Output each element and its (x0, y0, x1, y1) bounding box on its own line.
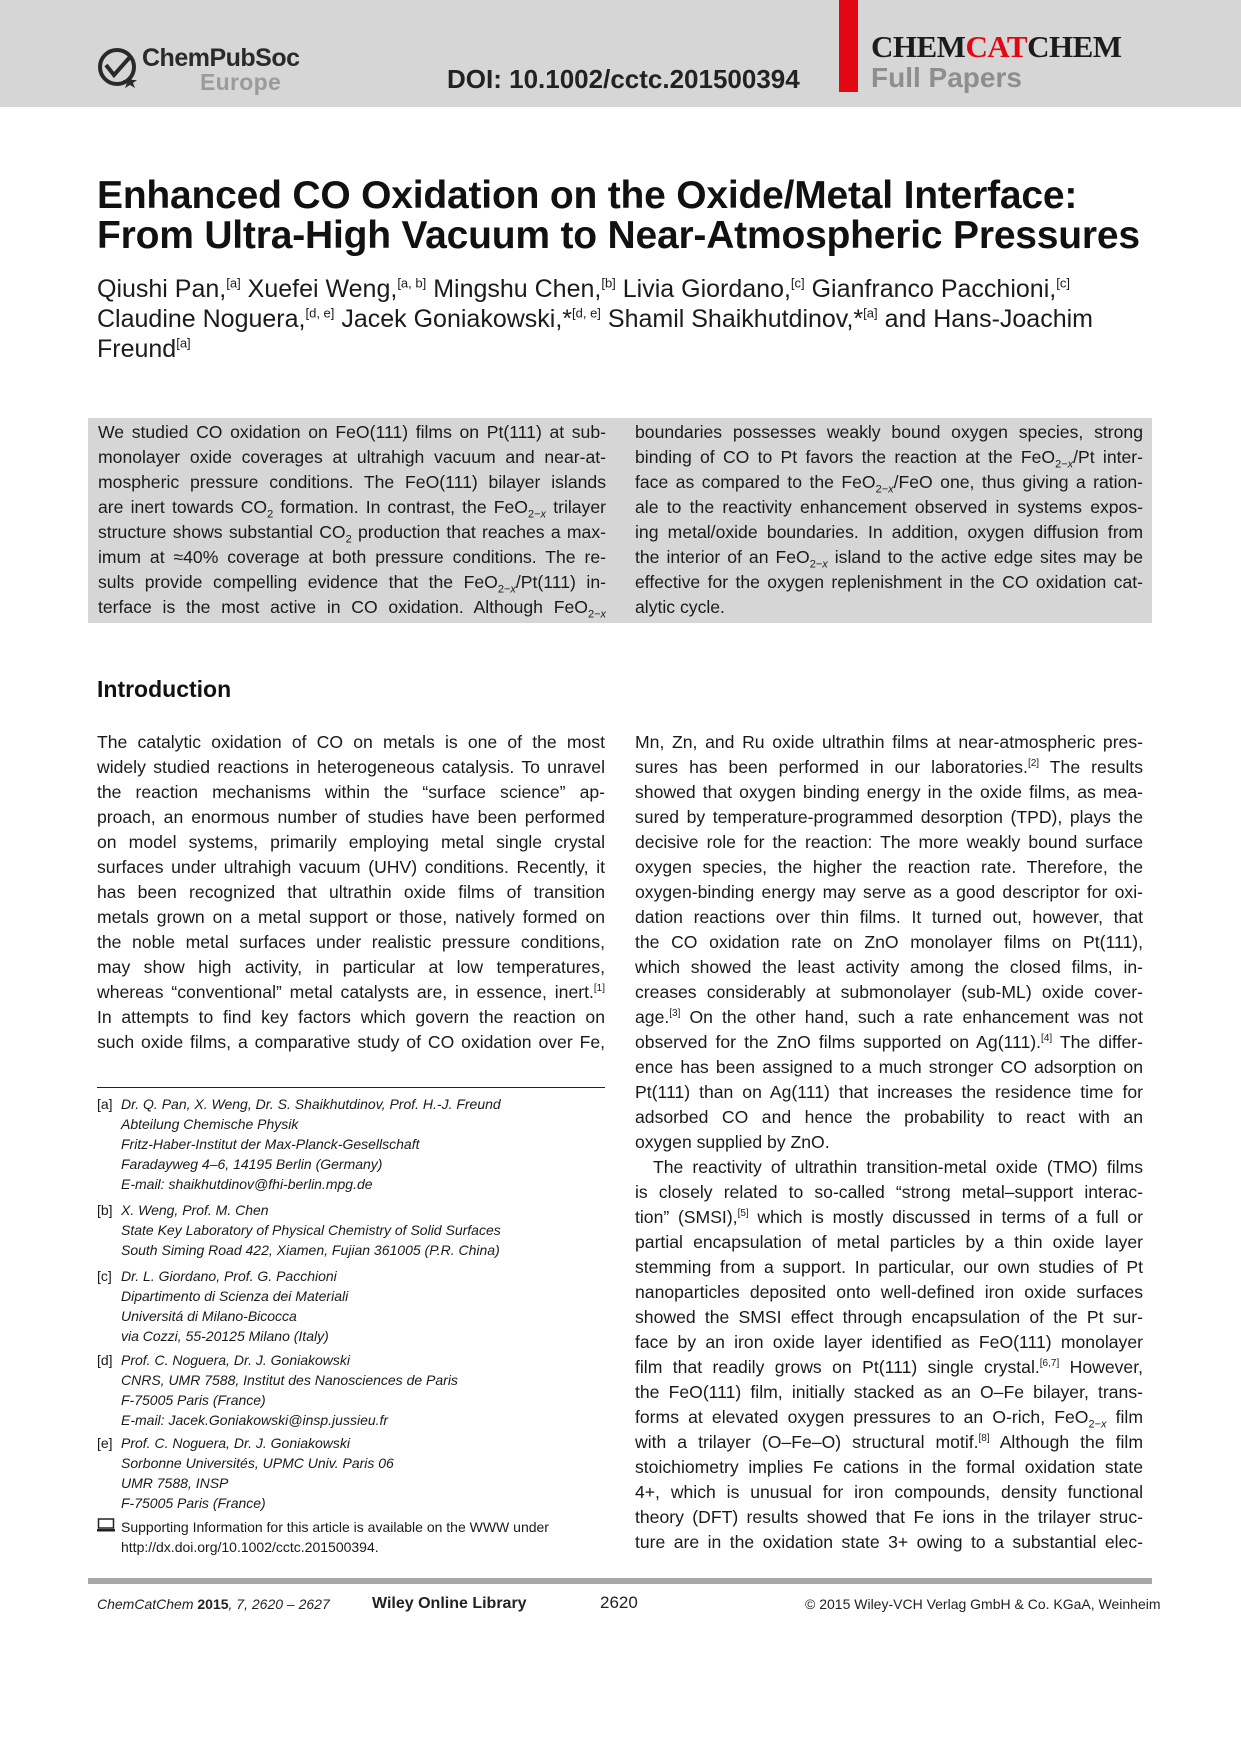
abstract-line: binding of CO to Pt favors the reaction at the FeO$_{2-x}$/Pt inter- (635, 447, 1143, 470)
body-left-column (97, 730, 605, 1055)
body-line: face by an iron oxide layer identified as FeO(111) monolayer (635, 1332, 1143, 1352)
body-line: theory (DFT) results showed that Fe ions in the trilayer struc- (635, 1507, 1143, 1527)
body-line: Pt(111) than on Ag(111) that increases the residence time for (635, 1082, 1143, 1102)
body-line: decisive role for the reaction: The more weakly bound surface (635, 832, 1143, 852)
body-line: partial encapsulation of metal particles by a thin oxide layer (635, 1232, 1143, 1252)
body-line: the FeO(111) film, initially stacked as an O–Fe bilayer, trans- (635, 1382, 1143, 1402)
body-line: stemming from a support. In particular, our own studies of Pt (635, 1257, 1143, 1277)
body-line: has been recognized that ultrathin oxide films of transition (97, 882, 605, 902)
page-number: 2620 (600, 1593, 638, 1612)
body-line: whereas “conventional” metal catalysts are, in essence, inert.[1] (97, 982, 605, 1002)
abstract-line: We studied CO oxidation on FeO(111) films on Pt(111) at sub- (98, 422, 606, 442)
abstract-line: ing metal/oxide boundaries. In addition, oxygen diffusion from (635, 522, 1143, 542)
body-line: observed for the ZnO films supported on Ag(111).[4] The differ- (635, 1032, 1143, 1052)
body-line: The reactivity of ultrathin transition-metal oxide (TMO) films (653, 1157, 1143, 1177)
body-line: tion” (SMSI),[5] which is mostly discussed in terms of a full or (635, 1207, 1143, 1227)
supporting-info-link[interactable]: http://dx.doi.org/10.1002/cctc.201500394. (121, 1539, 379, 1555)
supporting-information-note: Supporting Information for this article is available on the WWW under http://dx.doi.org/10.1002/cctc.201500394. (97, 1517, 605, 1557)
body-line: film that readily grows on Pt(111) single crystal.[6,7] However, (635, 1357, 1143, 1377)
abstract-line: terface is the most active in CO oxidation. Although FeO$_{2-x}$ (98, 597, 606, 620)
abstract-line: ale to the reactivity enhancement observed in systems expos- (635, 497, 1143, 517)
affiliation-d: [d] Prof. C. Noguera, Dr. J. Goniakowski CNRS, UMR 7588, Institut des Nanosciences de Paris F-75005 Paris (France) E-mail: Jacek.Goniakowski@insp.jussieu.fr (97, 1352, 458, 1428)
body-line: such oxide films, a comparative study of CO oxidation over Fe, (97, 1032, 605, 1052)
abstract-line: monolayer oxide coverages at ultrahigh vacuum and near-at- (98, 447, 606, 467)
body-line: adsorbed CO and hence the probability to react with an (635, 1107, 1143, 1127)
body-line: 4+, which is unusual for iron compounds, density functional (635, 1482, 1143, 1502)
body-line: the reaction mechanisms within the “surface science” ap- (97, 782, 605, 802)
publisher-region: Europe (200, 69, 282, 95)
abstract-line: are inert towards $CO_2$ formation. In contrast, the FeO$_{2-x}$ trilayer (98, 497, 606, 520)
wiley-online-library-link[interactable]: Wiley Online Library (372, 1595, 527, 1612)
body-line: widely studied reactions in heterogeneous catalysis. To unravel (97, 757, 605, 777)
body-line: Mn, Zn, and Ru oxide ultrathin films at near-atmospheric pres- (635, 732, 1143, 752)
body-line: oxygen supplied by ZnO. (635, 1132, 830, 1152)
doi: DOI: 10.1002/cctc.201500394 (447, 64, 800, 94)
body-line: the CO oxidation rate on ZnO monolayer films on Pt(111), (635, 932, 1143, 952)
computer-icon (97, 1518, 115, 1532)
body-line: creases considerably at submonolayer (sub-ML) oxide cover- (635, 982, 1143, 1002)
footer-citation: ChemCatChem 2015, 7, 2620 – 2627 (97, 1596, 330, 1612)
body-line: the noble metal surfaces under realistic pressure conditions, (97, 932, 605, 952)
body-line: sures has been performed in our laboratories.[2] The results (635, 757, 1143, 777)
body-line: showed that oxygen binding energy in the oxide films, as mea- (635, 782, 1143, 802)
abstract-line: boundaries possesses weakly bound oxygen species, strong (635, 422, 1143, 442)
body-line: proach, an enormous number of studies have been performed (97, 807, 605, 827)
abstract-line: sults provide compelling evidence that the FeO$_{2-x}$/Pt(111) in- (98, 572, 606, 595)
body-line: may show high activity, in particular at low temperatures, (97, 957, 605, 977)
chempubsoc-logo-icon (97, 45, 141, 89)
abstract-line: imum at ≈40% coverage at both pressure conditions. The re- (98, 547, 606, 567)
section-heading-introduction: Introduction (97, 676, 232, 702)
affiliation-a: [a] Dr. Q. Pan, X. Weng, Dr. S. Shaikhutdinov, Prof. H.-J. Freund Abteilung Chemische Physik Fritz-Haber-Institut der Max-Planck-Gesellschaft Faradayweg 4–6, 14195 Berlin (Germany) E-mail: shaikhutdinov@fhi-berlin.mpg.de (97, 1096, 501, 1192)
abstract-left-column (98, 420, 606, 620)
body-line: which showed the least activity among the closed films, in- (635, 957, 1143, 977)
section-label: Full Papers (871, 62, 1022, 93)
body-line: oxygen species, the higher the reaction rate. Therefore, the (635, 857, 1143, 877)
abstract-line: mospheric pressure conditions. The FeO(111) bilayer islands (98, 472, 606, 492)
body-line: dation reactions over thin films. It turned out, however, that (635, 907, 1143, 927)
body-line: on model systems, primarily employing metal single crystal (97, 832, 605, 852)
affiliation-e: [e] Prof. C. Noguera, Dr. J. Goniakowski Sorbonne Universités, UPMC Univ. Paris 06 UMR 7588, INSP F-75005 Paris (France) (97, 1435, 394, 1511)
body-line: metals grown on a metal support or those, natively formed on (97, 907, 605, 927)
affiliation-b: [b] X. Weng, Prof. M. Chen State Key Laboratory of Physical Chemistry of Solid Surfaces South Siming Road 422, Xiamen, Fujian 361005 (P.R. China) (97, 1202, 501, 1258)
body-line: with a trilayer (O–Fe–O) structural motif.[8] Although the film (635, 1432, 1143, 1452)
abstract-line: effective for the oxygen replenishment in the CO oxidation cat- (635, 572, 1143, 592)
body-line: The catalytic oxidation of CO on metals is one of the most (97, 732, 605, 752)
body-line: forms at elevated oxygen pressures to an O-rich, FeO$_{2-x}$ film (635, 1407, 1143, 1430)
copyright: © 2015 Wiley-VCH Verlag GmbH & Co. KGaA, Weinheim (805, 1596, 1161, 1612)
body-line: stoichiometry implies Fe cations in the formal oxidation state (635, 1457, 1143, 1477)
abstract-line: structure shows substantial $CO_2$ production that reaches a max- (98, 522, 606, 545)
article-title: Enhanced CO Oxidation on the Oxide/Metal Interface: From Ultra-High Vacuum to Near-Atmospheric Pressures (97, 174, 1140, 257)
body-line: sured by temperature-programmed desorption (TPD), plays the (635, 807, 1143, 827)
journal-title: CHEMCATCHEM (871, 29, 1122, 64)
affiliation-c: [c] Dr. L. Giordano, Prof. G. Pacchioni Dipartimento di Scienza dei Materiali Universitá di Milano-Bicocca via Cozzi, 55-20125 Milano (Italy) (97, 1268, 349, 1344)
body-line: age.[3] On the other hand, such a rate enhancement was not (635, 1007, 1143, 1027)
body-line: ture are in the oxidation state 3+ owing to a substantial elec- (635, 1532, 1143, 1552)
footer-rule (88, 1578, 1152, 1584)
body-line: In attempts to find key factors which govern the reaction on (97, 1007, 605, 1027)
author-list: Qiushi Pan,[a] Xuefei Weng,[a, b] Mingshu Chen,[b] Livia Giordano,[c] Gianfranco Pacchioni,[c] Claudine Noguera,[d, e] Jacek Goniakowski,*[d, e] Shamil Shaikhutdinov,*[a] and Hans-Joachim Freund[a] (97, 275, 1093, 363)
abstract-right-column (635, 420, 1143, 620)
body-line: is closely related to so-called “strong metal–support interac- (635, 1182, 1143, 1202)
body-line: oxygen-binding energy may serve as a good descriptor for oxi- (635, 882, 1143, 902)
body-line: showed the SMSI effect through encapsulation of the Pt sur- (635, 1307, 1143, 1327)
accent-bar (839, 0, 858, 92)
abstract-line: face as compared to the FeO$_{2-x}$/FeO one, thus giving a ration- (635, 472, 1143, 495)
body-line: nanoparticles deposited onto well-defined iron oxide surfaces (635, 1282, 1143, 1302)
abstract-line: alytic cycle. (635, 597, 725, 617)
affiliation-rule (97, 1087, 605, 1088)
body-right-column (635, 730, 1143, 1555)
body-line: surfaces under ultrahigh vacuum (UHV) conditions. Recently, it (97, 857, 605, 877)
body-line: ence has been assigned to a much stronger CO adsorption on (635, 1057, 1143, 1077)
abstract-line: the interior of an FeO$_{2-x}$ island to the active edge sites may be (635, 547, 1143, 570)
publisher-name: ChemPubSoc (142, 44, 300, 72)
